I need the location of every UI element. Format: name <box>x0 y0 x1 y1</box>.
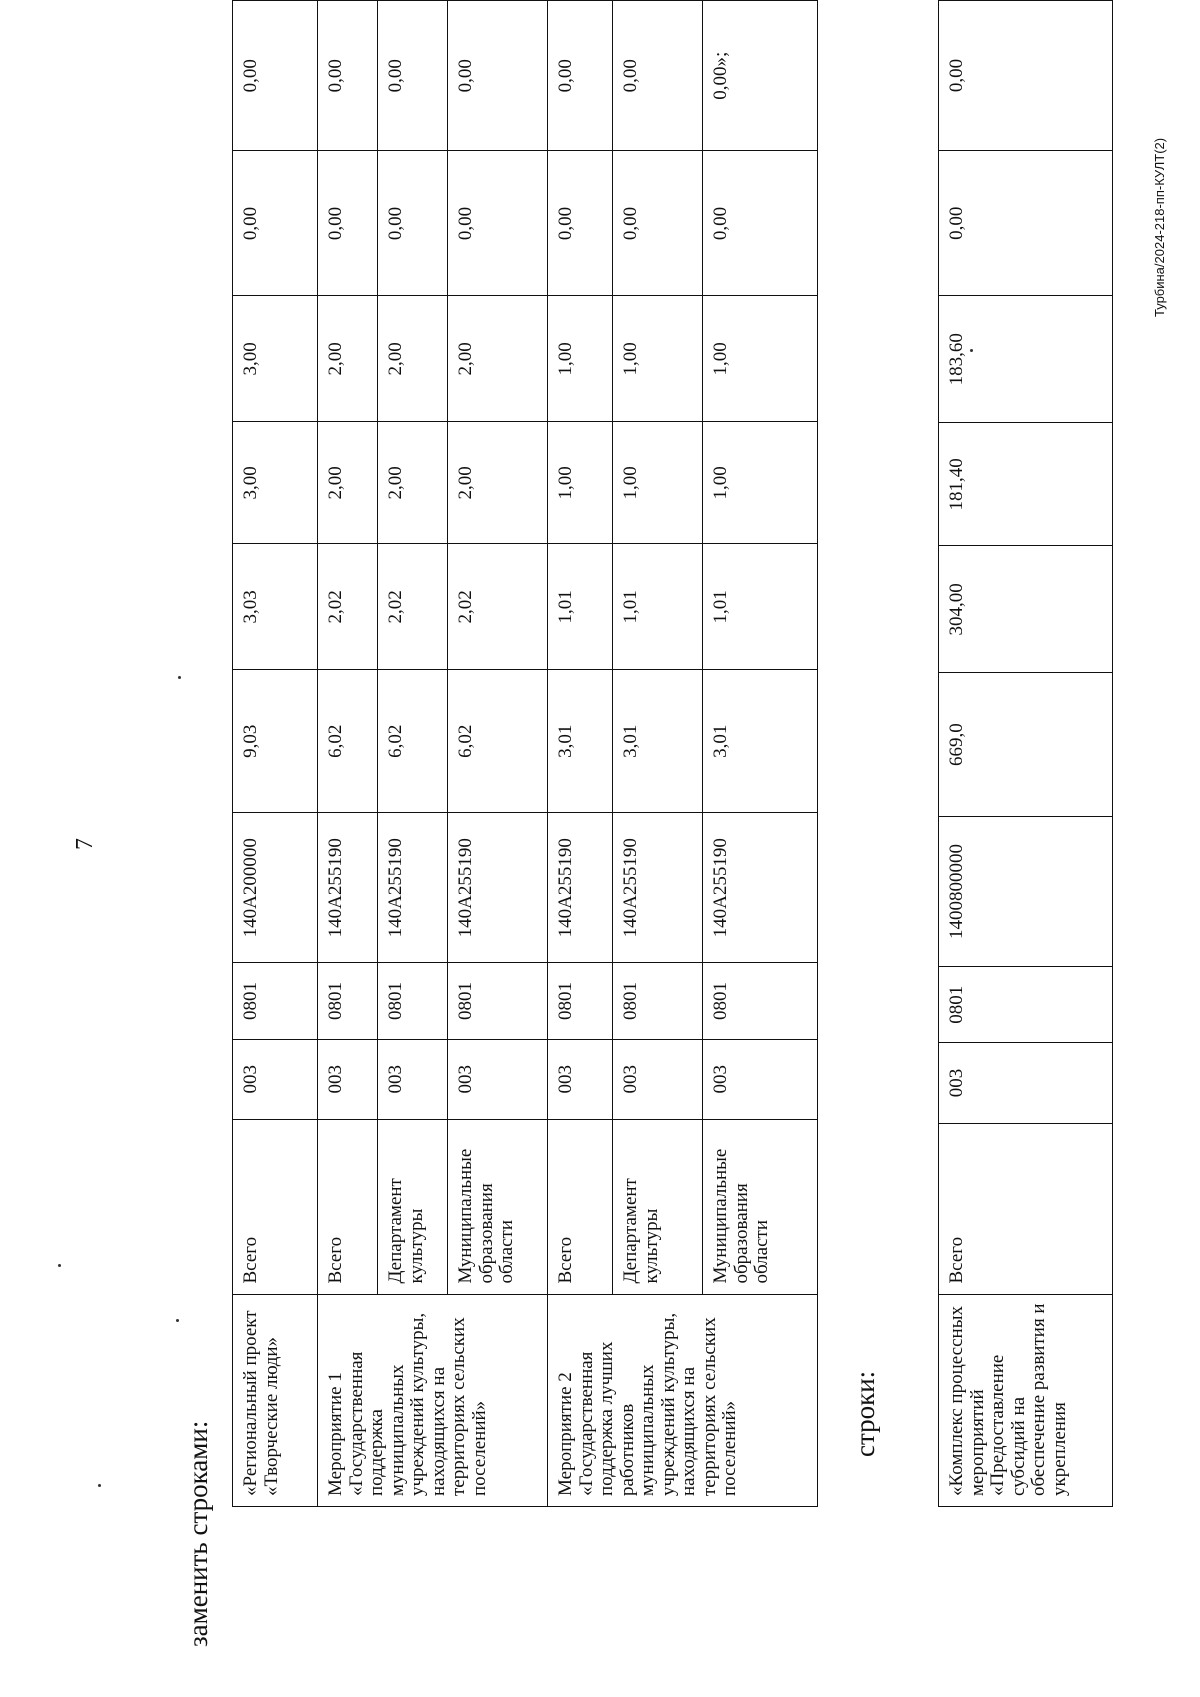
cell-total: 669,0 <box>939 673 1113 817</box>
cell-year-3: 2,00 <box>378 296 448 422</box>
cell-executor: Муниципальные образования области <box>448 1119 548 1294</box>
cell-year-4: 0,00 <box>548 151 613 296</box>
cell-total: 3,01 <box>548 670 613 813</box>
cell-target-article: 140A255190 <box>378 813 448 963</box>
cell-year-5: 0,00 <box>378 1 448 152</box>
cell-year-2: 2,00 <box>318 422 378 544</box>
document-code: Турбина/2024-218-пп-КУЛТ(2) <box>1152 137 1167 317</box>
cell-year-2: 1,00 <box>613 422 703 544</box>
cell-section: 0801 <box>233 963 318 1040</box>
cell-grbs: 003 <box>703 1039 818 1119</box>
cell-year-5: 0,00 <box>613 1 703 152</box>
cell-year-2: 3,00 <box>233 422 318 544</box>
lead-in-rows: строки: <box>850 1370 880 1457</box>
cell-section: 0801 <box>448 963 548 1040</box>
cell-year-4: 0,00 <box>939 151 1113 296</box>
cell-section: 0801 <box>939 966 1113 1043</box>
cell-section: 0801 <box>548 963 613 1040</box>
cell-grbs: 003 <box>613 1039 703 1119</box>
cell-year-1: 304,00 <box>939 546 1113 673</box>
cell-grbs: 003 <box>939 1043 1113 1123</box>
cell-year-5: 0,00 <box>448 1 548 152</box>
cell-year-2: 1,00 <box>548 422 613 544</box>
table-row <box>703 1 818 1507</box>
cell-section: 0801 <box>378 963 448 1040</box>
cell-executor: Всего <box>939 1123 1113 1294</box>
cell-year-1: 1,01 <box>703 544 818 670</box>
cell-total: 6,02 <box>448 670 548 813</box>
cell-target-article: 140A255190 <box>318 813 378 963</box>
cell-year-5: 0,00 <box>318 1 378 152</box>
cell-target-article: 140A200000 <box>233 813 318 963</box>
cell-year-1: 1,01 <box>548 544 613 670</box>
cell-year-5: 0,00 <box>233 1 318 152</box>
scan-speck <box>58 1264 61 1267</box>
cell-year-4: 0,00 <box>703 151 818 296</box>
cell-total: 3,01 <box>703 670 818 813</box>
cell-total: 6,02 <box>318 670 378 813</box>
cell-executor: Департамент культуры <box>613 1119 703 1294</box>
cell-grbs: 003 <box>378 1039 448 1119</box>
scan-speck <box>98 1484 101 1487</box>
table-row <box>233 1 318 1507</box>
cell-year-3: 1,00 <box>613 296 703 422</box>
cell-year-4: 0,00 <box>448 151 548 296</box>
cell-year-4: 0,00 <box>318 151 378 296</box>
cell-grbs: 003 <box>318 1039 378 1119</box>
cell-name: «Комплекс процессных мероприятий «Предоставление субсидий на обеспечение развития и укрепления <box>939 1294 1113 1506</box>
cell-year-3: 1,00 <box>548 296 613 422</box>
cell-total: 9,03 <box>233 670 318 813</box>
cell-target-article: 1400800000 <box>939 817 1113 967</box>
table-row <box>548 1 613 1507</box>
cell-year-2: 2,00 <box>378 422 448 544</box>
table-row <box>613 1 703 1507</box>
cell-grbs: 003 <box>548 1039 613 1119</box>
cell-total: 3,01 <box>613 670 703 813</box>
budget-table-existing-rows <box>938 0 1113 1507</box>
cell-year-2: 2,00 <box>448 422 548 544</box>
cell-section: 0801 <box>703 963 818 1040</box>
cell-executor: Всего <box>548 1119 613 1294</box>
cell-year-2: 181,40 <box>939 423 1113 546</box>
cell-target-article: 140A255190 <box>448 813 548 963</box>
cell-total: 6,02 <box>378 670 448 813</box>
cell-executor: Муниципальные образования области <box>703 1119 818 1294</box>
cell-year-4: 0,00 <box>613 151 703 296</box>
lead-in-replace-with-rows: заменить строками: <box>183 1420 213 1647</box>
table-row <box>318 1 378 1507</box>
cell-name: «Региональный проект «Творческие люди» <box>233 1294 318 1506</box>
cell-year-4: 0,00 <box>378 151 448 296</box>
cell-section: 0801 <box>318 963 378 1040</box>
cell-year-1: 2,02 <box>318 544 378 670</box>
cell-year-3: 2,00 <box>318 296 378 422</box>
cell-executor: Всего <box>233 1119 318 1294</box>
cell-target-article: 140A255190 <box>703 813 818 963</box>
cell-year-3: 183,60 <box>939 296 1113 423</box>
cell-year-3: 3,00 <box>233 296 318 422</box>
cell-target-article: 140A255190 <box>548 813 613 963</box>
cell-year-2: 1,00 <box>703 422 818 544</box>
cell-year-3: 2,00 <box>448 296 548 422</box>
cell-executor: Департамент культуры <box>378 1119 448 1294</box>
cell-section: 0801 <box>613 963 703 1040</box>
cell-year-5: 0,00 <box>548 1 613 152</box>
table-row <box>939 1 1113 1507</box>
table-row <box>378 1 448 1507</box>
cell-year-1: 2,02 <box>378 544 448 670</box>
scan-speck <box>970 349 973 352</box>
scan-speck <box>176 1319 179 1322</box>
cell-year-1: 2,02 <box>448 544 548 670</box>
cell-grbs: 003 <box>233 1039 318 1119</box>
cell-year-5: 0,00 <box>939 1 1113 151</box>
cell-year-1: 3,03 <box>233 544 318 670</box>
scan-speck <box>178 676 181 679</box>
table-row <box>448 1 548 1507</box>
cell-name: Мероприятие 2 «Государственная поддержка лучших работников муниципальных учреждений культуры, находящихся на территориях сельских поселений» <box>548 1294 818 1506</box>
page-number: 7 <box>72 838 98 850</box>
cell-grbs: 003 <box>448 1039 548 1119</box>
cell-executor: Всего <box>318 1119 378 1294</box>
budget-table-new-rows <box>232 0 818 1507</box>
cell-year-5: 0,00»; <box>703 1 818 152</box>
cell-name: Мероприятие 1 «Государственная поддержка муниципальных учреждений культуры, находящихся на территориях сельских поселений» <box>318 1294 548 1506</box>
cell-year-3: 1,00 <box>703 296 818 422</box>
cell-year-1: 1,01 <box>613 544 703 670</box>
cell-year-4: 0,00 <box>233 151 318 296</box>
cell-target-article: 140A255190 <box>613 813 703 963</box>
